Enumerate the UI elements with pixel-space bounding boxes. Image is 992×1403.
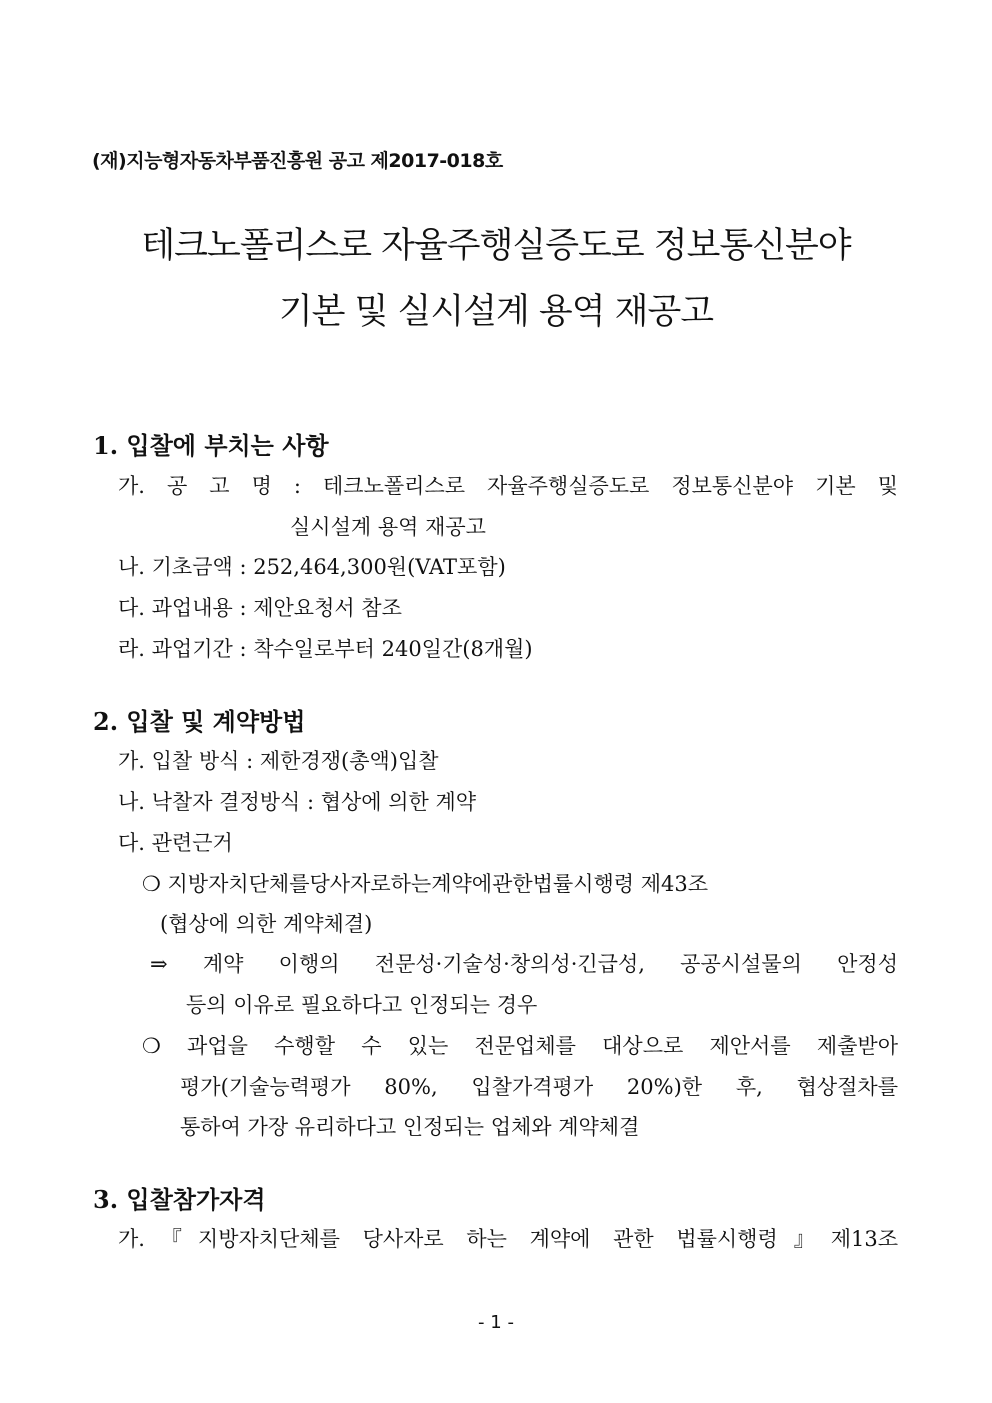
notice-number: (재)지능형자동차부품진흥원 공고 제2017-018호 xyxy=(92,150,503,172)
section-1-item-na: 나. 기초금액 : 252,464,300원(VAT포함) xyxy=(118,555,506,579)
section-2-item-da: 다. 관련근거 xyxy=(118,831,233,855)
section-1-item-ga-line-1: 가. 공 고 명 : 테크노폴리스로 자율주행실증도로 정보통신분야 기본 및 xyxy=(118,474,898,498)
section-3-item-ga: 가.『지방자치단체를 당사자로 하는 계약에 관한 법률시행령』제13조 xyxy=(118,1227,898,1251)
section-2-basis-bullet-2-line-3: 통하여 가장 유리하다고 인정되는 업체와 계약체결 xyxy=(180,1115,640,1139)
section-2-item-na: 나. 낙찰자 결정방식 : 협상에 의한 계약 xyxy=(118,790,477,814)
section-2-item-ga: 가. 입찰 방식 : 제한경쟁(총액)입찰 xyxy=(118,749,439,773)
document-title-line-1: 테크노폴리스로 자율주행실증도로 정보통신분야 xyxy=(141,226,851,266)
page-number: - 1 - xyxy=(478,1312,514,1333)
section-2-basis-arrow-line-2: 등의 이유로 필요하다고 인정되는 경우 xyxy=(186,993,538,1017)
document-title-line-2: 기본 및 실시설계 용역 재공고 xyxy=(278,292,714,332)
section-2-basis-bullet-2-line-2: 평가(기술능력평가 80%, 입찰가격평가 20%)한 후, 협상절차를 xyxy=(180,1075,898,1099)
section-1-item-ga-line-2: 실시설계 용역 재공고 xyxy=(290,515,486,539)
section-2-basis-bullet-1-line-1: ❍ 지방자치단체를당사자로하는계약에관한법률시행령 제43조 xyxy=(142,872,709,896)
section-1-heading: 1. 입찰에 부치는 사항 xyxy=(93,431,329,460)
section-2-heading: 2. 입찰 및 계약방법 xyxy=(93,707,306,736)
section-1-item-da: 다. 과업내용 : 제안요청서 참조 xyxy=(118,596,402,620)
section-3-heading: 3. 입찰참가자격 xyxy=(93,1185,266,1214)
section-2-basis-arrow-line-1: ⇒ 계약 이행의 전문성·기술성·창의성·긴급성, 공공시설물의 안정성 xyxy=(150,952,898,976)
section-1-item-ra: 라. 과업기간 : 착수일로부터 240일간(8개월) xyxy=(118,637,533,661)
section-2-basis-bullet-2-line-1: ❍ 과업을 수행할 수 있는 전문업체를 대상으로 제안서를 제출받아 xyxy=(142,1034,898,1058)
section-2-basis-bullet-1-line-2: (협상에 의한 계약체결) xyxy=(160,912,373,936)
